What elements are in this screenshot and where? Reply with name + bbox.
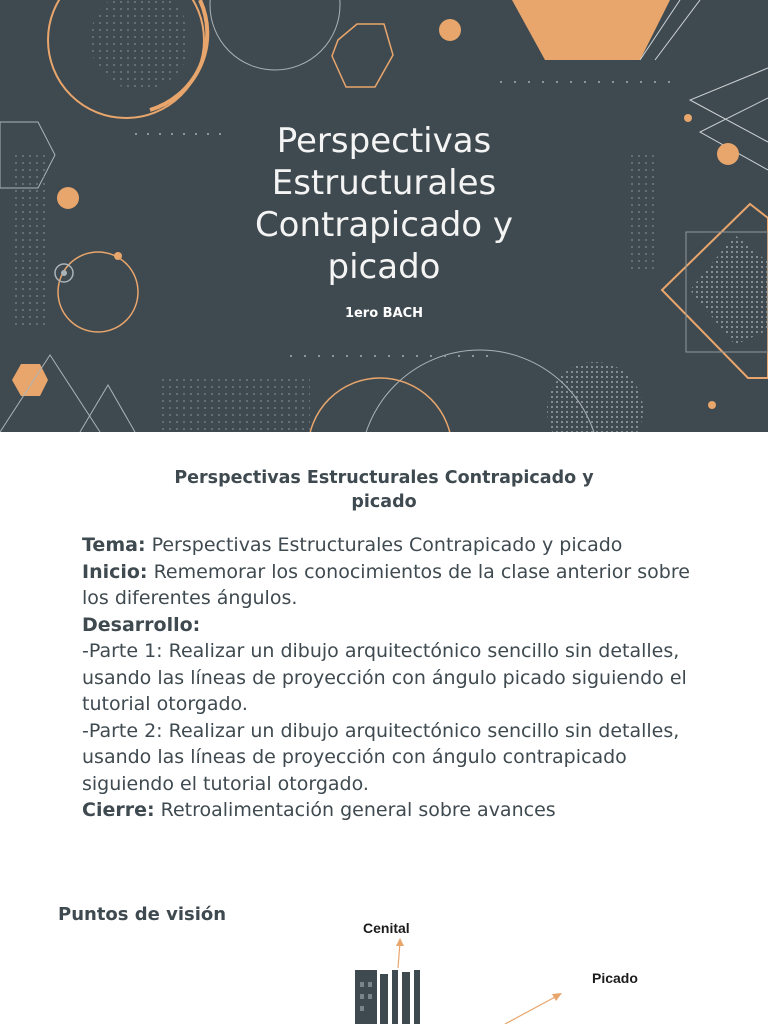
deco-dot [684,114,692,122]
deco-circle [308,378,452,432]
inicio-label: Inicio: [82,560,148,583]
cover-title-line: Perspectivas [276,121,492,161]
inicio-text: Rememorar los conocimientos de la clase anterior sobre los diferentes ángulos. [82,560,690,609]
cierre-text: Retroalimentación general sobre avances [154,799,556,821]
cover-title-line: Contrapicado y [254,205,514,245]
deco-hexagon [332,24,393,87]
deco-dot-grid [628,150,658,270]
points-title: Puntos de visión [58,904,227,925]
tema-text: Perspectivas Estructurales Contrapicado y picado [145,534,623,556]
building-illustration [355,970,420,1024]
lesson-heading-line: picado [351,492,417,512]
cover-title-line: Estructurales [271,163,497,203]
picado-label: Picado [592,970,638,986]
picado-arrow [505,996,557,1024]
desarrollo-label: Desarrollo: [82,613,201,636]
deco-dot [717,143,739,165]
deco-triangle [80,385,135,432]
deco-circle [58,252,138,332]
deco-circle [210,0,340,70]
cover-subtitle: 1ero BACH [344,306,424,321]
viewpoints-diagram [0,432,768,1024]
parte1-text: -Parte 1: Realizar un dibujo arquitectónico sencillo sin detalles, usando las líneas de proyección con ángulo picado siguiendo el tutorial otorgado. [82,640,687,715]
deco-dot [439,19,461,41]
deco-dot [61,270,67,276]
cover-title [184,120,584,288]
lesson-heading-line: Perspectivas Estructurales Contrapicado y [174,468,594,488]
deco-triangle [0,355,100,432]
deco-dot [708,401,716,409]
deco-dotted-circle [90,0,190,90]
deco-dotted-circle [547,362,643,432]
deco-dot-grid [14,150,48,330]
deco-dot [114,252,122,260]
cover-slide [0,0,768,432]
cenital-arrowhead [396,938,404,946]
cover-title-line: picado [327,247,441,287]
parte2-text: -Parte 2: Realizar un dibujo arquitectónico sencillo sin detalles, usando las líneas de proyección con ángulo contrapicado siguiendo el tutorial otorgado. [82,719,680,795]
deco-hexagon-filled [12,364,48,396]
tema-label: Tema: [82,534,146,556]
lesson-slide [0,432,768,1024]
cierre-label: Cierre: [82,799,155,821]
cenital-label: Cenital [363,920,410,936]
deco-dot [57,187,79,209]
deco-dot-grid [160,378,310,432]
picado-arrowhead [552,993,562,1001]
